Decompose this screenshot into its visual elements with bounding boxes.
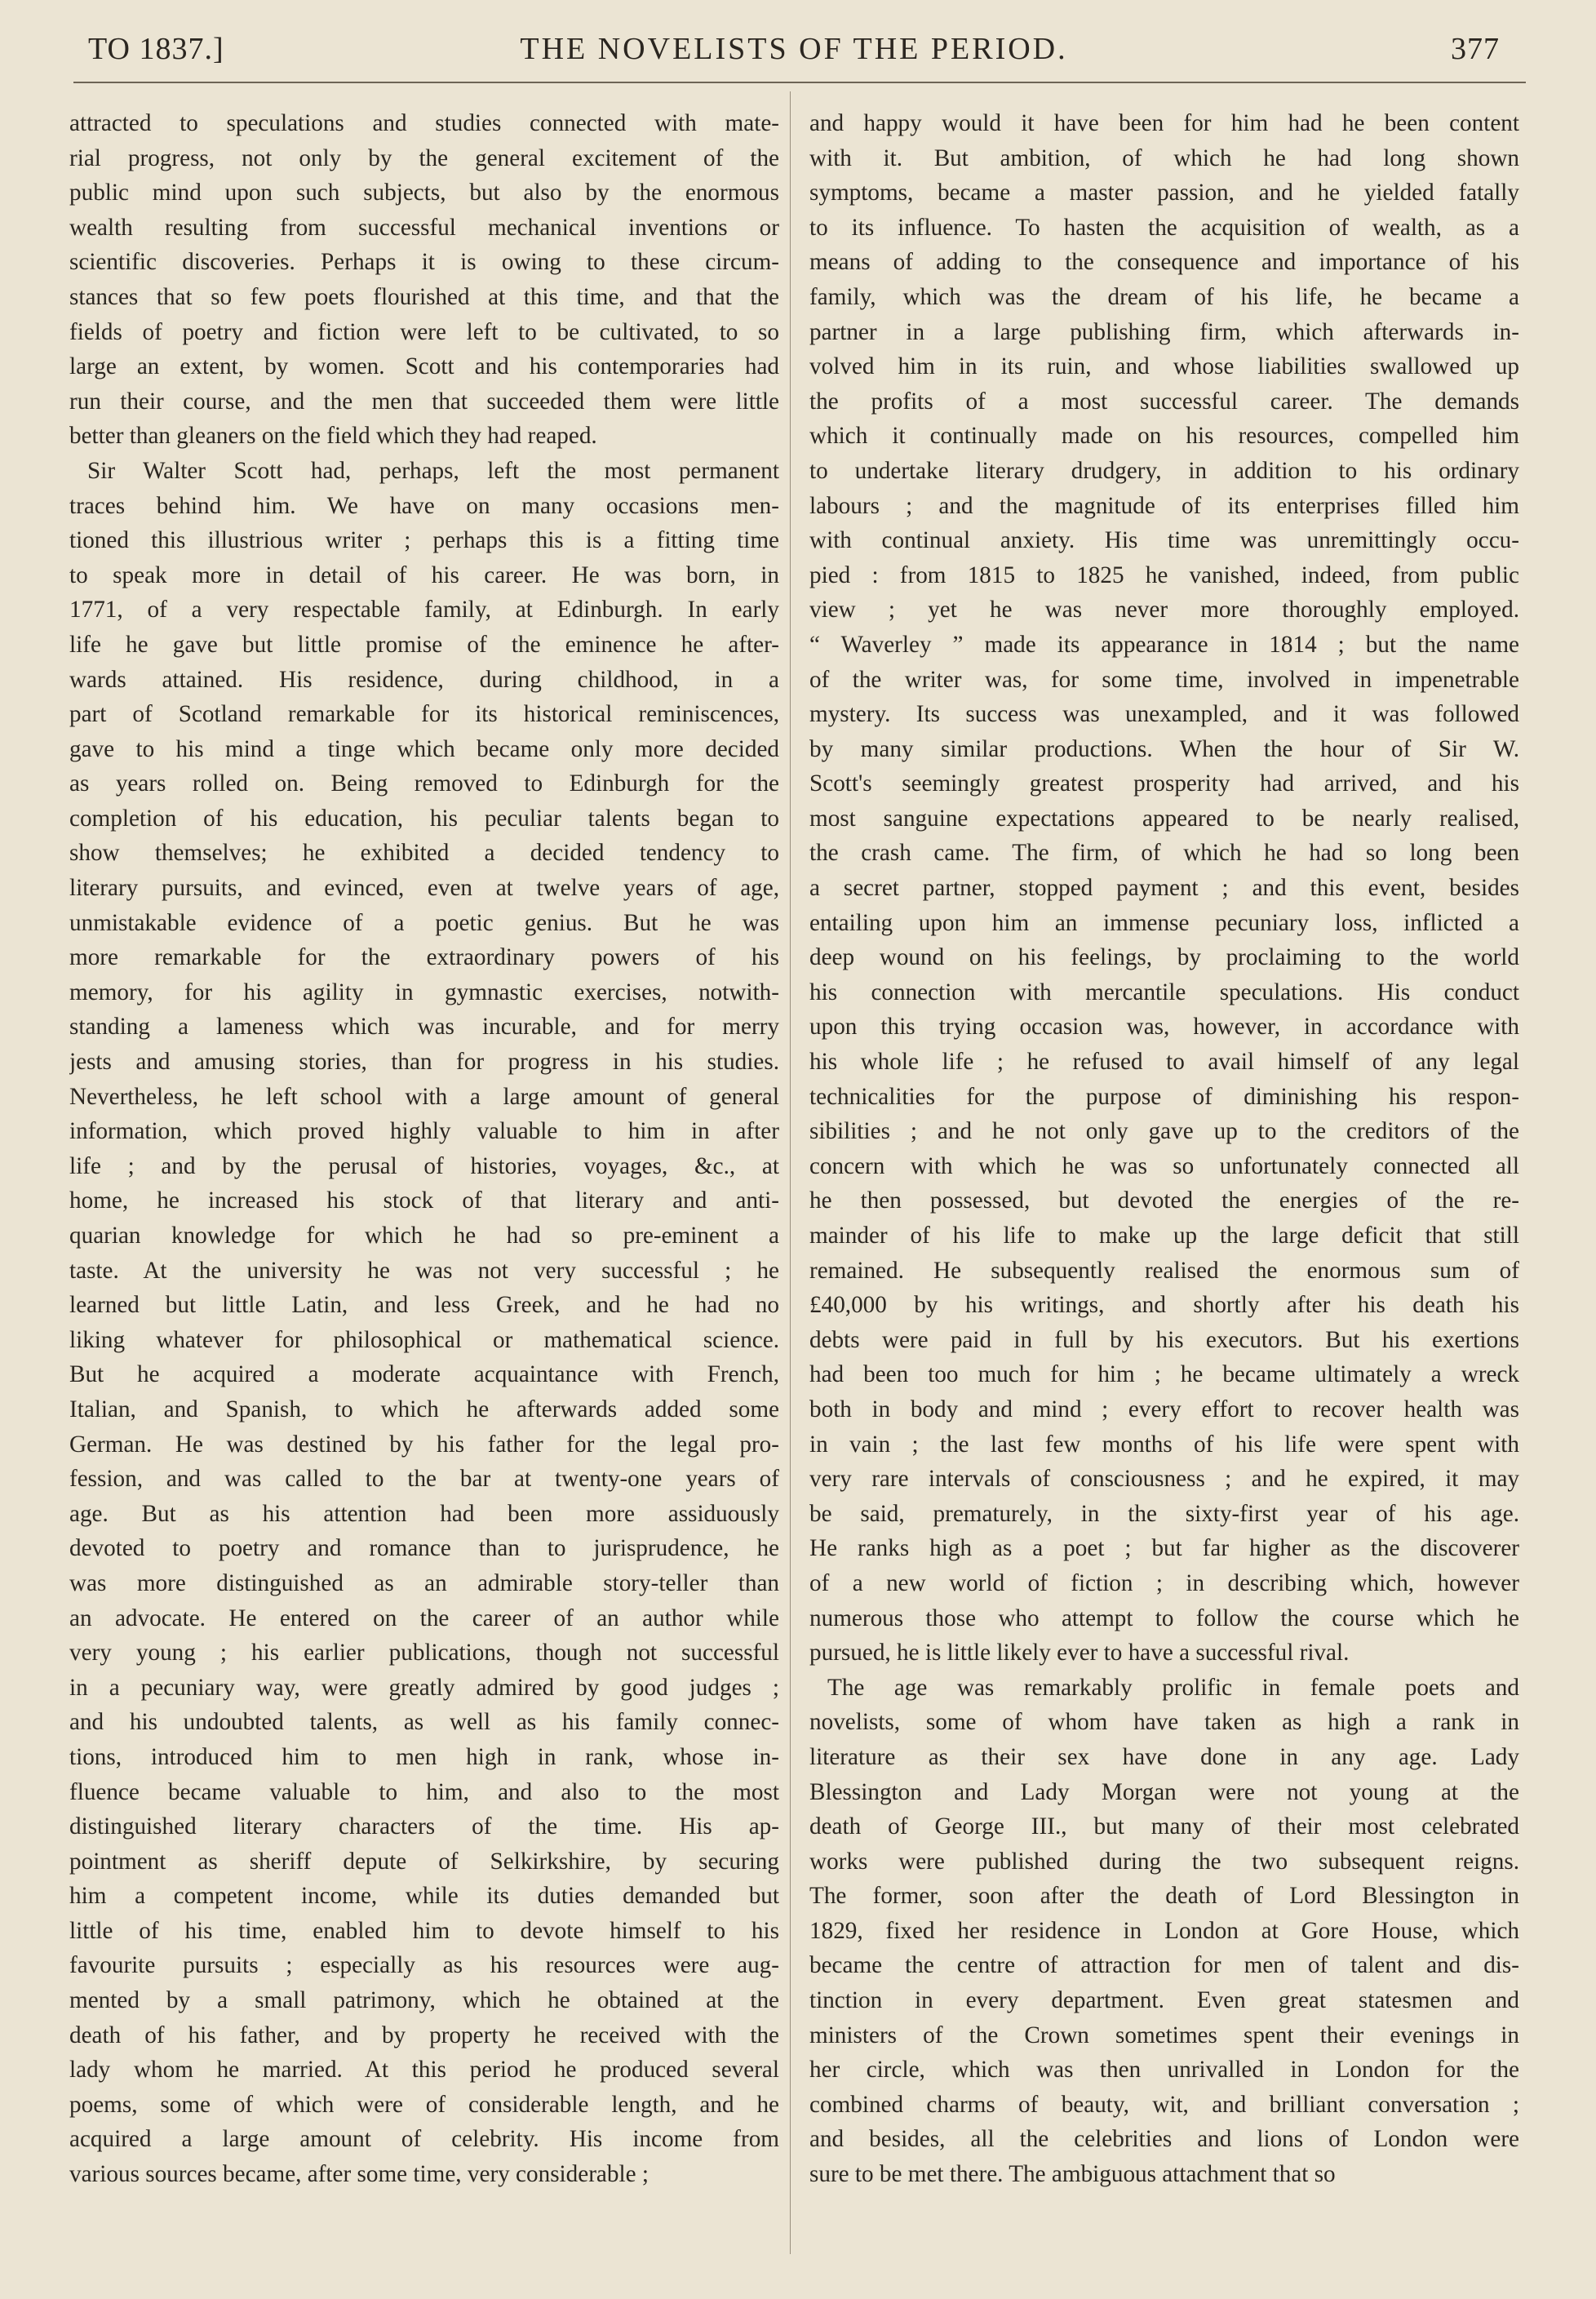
text-line: of a new world of fiction ; in describing which, however bbox=[809, 1569, 1519, 1596]
text-line: unmistakable evidence of a poetic genius. But he was bbox=[69, 909, 779, 936]
text-line: large an extent, by women. Scott and his contemporaries had bbox=[69, 353, 779, 380]
text-line: him a competent income, while its duties demanded but bbox=[69, 1883, 779, 1910]
text-line: which it continually made on his resources, compelled him bbox=[809, 423, 1519, 450]
text-line: with it. But ambition, of which he had long shown bbox=[809, 144, 1519, 171]
text-line: volved him in its ruin, and whose liabilities swallowed up bbox=[809, 353, 1519, 380]
text-line: as years rolled on. Being removed to Edinburgh for the bbox=[69, 770, 779, 797]
text-line: scientific discoveries. Perhaps it is owing to these circum- bbox=[69, 249, 779, 276]
text-line: completion of his education, his peculiar talents began to bbox=[69, 805, 779, 832]
text-line: her circle, which was then unrivalled in London for the bbox=[809, 2057, 1519, 2084]
text-line: his connection with mercantile speculations. His conduct bbox=[809, 979, 1519, 1005]
text-line: very rare intervals of consciousness ; and he expired, it may bbox=[809, 1466, 1519, 1493]
text-line: stances that so few poets flourished at this time, and that the bbox=[69, 283, 779, 310]
header-date-range: TO 1837.] bbox=[88, 32, 224, 66]
text-line: to its influence. To hasten the acquisition of wealth, as a bbox=[809, 214, 1519, 241]
text-line: in a pecuniary way, were greatly admired by good judges ; bbox=[69, 1674, 779, 1701]
text-line: literary pursuits, and evinced, even at twelve years of age, bbox=[69, 875, 779, 902]
text-line: run their course, and the men that succeeded them were little bbox=[69, 388, 779, 415]
text-line: literature as their sex have done in any age. Lady bbox=[809, 1743, 1519, 1770]
text-line: his whole life ; he refused to avail himself of any legal bbox=[809, 1049, 1519, 1076]
text-line: pointment as sheriff depute of Selkirkshire, by securing bbox=[69, 1848, 779, 1875]
text-line: traces behind him. We have on many occasions men- bbox=[69, 492, 779, 519]
text-line: entailing upon him an immense pecuniary loss, inflicted a bbox=[809, 909, 1519, 936]
text-line: by many similar productions. When the hour of Sir W. bbox=[809, 735, 1519, 762]
text-line: deep wound on his feelings, by proclaiming to the world bbox=[809, 944, 1519, 971]
text-line: part of Scotland remarkable for its historical reminiscences, bbox=[69, 701, 779, 728]
text-line: he then possessed, but devoted the energies of the re- bbox=[809, 1187, 1519, 1214]
text-line: learned but little Latin, and less Greek, and he had no bbox=[69, 1292, 779, 1319]
text-line: of the writer was, for some time, involved in impenetrable bbox=[809, 666, 1519, 693]
text-line: devoted to poetry and romance than to jurisprudence, he bbox=[69, 1535, 779, 1562]
text-line: mented by a small patrimony, which he obtained at the bbox=[69, 1987, 779, 2014]
header-rule bbox=[73, 82, 1526, 83]
text-line: wealth resulting from successful mechanical inventions or bbox=[69, 214, 779, 241]
text-line: a secret partner, stopped payment ; and this event, besides bbox=[809, 875, 1519, 902]
text-line: most sanguine expectations appeared to be nearly realised, bbox=[809, 805, 1519, 832]
text-line: an advocate. He entered on the career of an author while bbox=[69, 1604, 779, 1631]
text-line: favourite pursuits ; especially as his resources were aug- bbox=[69, 1952, 779, 1979]
text-line: life he gave but little promise of the eminence he after- bbox=[69, 631, 779, 658]
text-line: jests and amusing stories, than for progress in his studies. bbox=[69, 1049, 779, 1076]
text-line: age. But as his attention had been more assiduously bbox=[69, 1500, 779, 1527]
page-number: 377 bbox=[1451, 32, 1500, 66]
text-line: remained. He subsequently realised the enormous sum of bbox=[809, 1257, 1519, 1284]
text-line: show themselves; he exhibited a decided tendency to bbox=[69, 840, 779, 867]
text-line: public mind upon such subjects, but also by the enormous bbox=[69, 180, 779, 206]
text-line: pursued, he is little likely ever to have a successful rival. bbox=[809, 1640, 1350, 1667]
text-line: tioned this illustrious writer ; perhaps this is a fitting time bbox=[69, 527, 779, 554]
text-line: liking whatever for philosophical or mathematical science. bbox=[69, 1326, 779, 1353]
text-line: standing a lameness which was incurable, and for merry bbox=[69, 1014, 779, 1041]
text-line: Italian, and Spanish, to which he afterwards added some bbox=[69, 1396, 779, 1422]
text-line: in vain ; the last few months of his life were spent with bbox=[809, 1431, 1519, 1458]
text-line: Sir Walter Scott had, perhaps, left the most permanent bbox=[87, 457, 779, 484]
text-line: mainder of his life to make up the large deficit that still bbox=[809, 1223, 1519, 1249]
text-line: both in body and mind ; every effort to recover health was bbox=[809, 1396, 1519, 1422]
text-line: to undertake literary drudgery, in addition to his ordinary bbox=[809, 457, 1519, 484]
text-line: 1771, of a very respectable family, at Edinburgh. In early bbox=[69, 597, 779, 624]
text-line: better than gleaners on the field which they had reaped. bbox=[69, 423, 597, 450]
text-line: sibilities ; and he not only gave up to the creditors of the bbox=[809, 1118, 1519, 1145]
running-header bbox=[88, 31, 1500, 72]
text-line: had been too much for him ; he became ultimately a wreck bbox=[809, 1361, 1519, 1388]
text-line: life ; and by the perusal of histories, voyages, &c., at bbox=[69, 1152, 779, 1179]
text-line: gave to his mind a tinge which became only more decided bbox=[69, 735, 779, 762]
text-line: labours ; and the magnitude of its enterprises filled him bbox=[809, 492, 1519, 519]
text-line: The former, soon after the death of Lord Blessington in bbox=[809, 1883, 1519, 1910]
text-line: novelists, some of whom have taken as high a rank in bbox=[809, 1709, 1519, 1736]
text-line: lady whom he married. At this period he produced several bbox=[69, 2057, 779, 2084]
header-chapter-title: THE NOVELISTS OF THE PERIOD. bbox=[520, 32, 1068, 66]
text-line: fession, and was called to the bar at twenty-one years of bbox=[69, 1466, 779, 1493]
text-line: ministers of the Crown sometimes spent their evenings in bbox=[809, 2022, 1519, 2048]
text-line: fields of poetry and fiction were left to be cultivated, to so bbox=[69, 318, 779, 345]
text-line: But he acquired a moderate acquaintance with French, bbox=[69, 1361, 779, 1388]
text-line: death of George III., but many of their most celebrated bbox=[809, 1813, 1519, 1840]
text-line: The age was remarkably prolific in female poets and bbox=[827, 1674, 1519, 1701]
text-line: pied : from 1815 to 1825 he vanished, indeed, from public bbox=[809, 561, 1519, 588]
text-line: sure to be met there. The ambiguous attachment that so bbox=[809, 2161, 1336, 2188]
text-line: and besides, all the celebrities and lions of London were bbox=[809, 2126, 1519, 2153]
text-line: numerous those who attempt to follow the course which he bbox=[809, 1604, 1519, 1631]
text-line: to speak more in detail of his career. He was born, in bbox=[69, 561, 779, 588]
left-column bbox=[69, 106, 779, 2192]
text-line: tions, introduced him to men high in rank, whose in- bbox=[69, 1743, 779, 1770]
text-line: quarian knowledge for which he had so pre-eminent a bbox=[69, 1223, 779, 1249]
text-line: distinguished literary characters of the time. His ap- bbox=[69, 1813, 779, 1840]
text-line: mystery. Its success was unexampled, and it was followed bbox=[809, 701, 1519, 728]
text-line: works were published during the two subsequent reigns. bbox=[809, 1848, 1519, 1875]
text-line: debts were paid in full by his executors. But his exertions bbox=[809, 1326, 1519, 1353]
text-line: became the centre of attraction for men of talent and dis- bbox=[809, 1952, 1519, 1979]
right-column bbox=[809, 106, 1519, 2192]
text-line: He ranks high as a poet ; but far higher as the discoverer bbox=[809, 1535, 1519, 1562]
text-line: information, which proved highly valuable to him in after bbox=[69, 1118, 779, 1145]
text-line: concern with which he was so unfortunately connected all bbox=[809, 1152, 1519, 1179]
text-line: be said, prematurely, in the sixty-first year of his age. bbox=[809, 1500, 1519, 1527]
text-line: death of his father, and by property he received with the bbox=[69, 2022, 779, 2048]
text-line: means of adding to the consequence and importance of his bbox=[809, 249, 1519, 276]
text-line: more remarkable for the extraordinary powers of his bbox=[69, 944, 779, 971]
text-line: home, he increased his stock of that literary and anti- bbox=[69, 1187, 779, 1214]
text-line: fluence became valuable to him, and also to the most bbox=[69, 1778, 779, 1805]
text-line: German. He was destined by his father for the legal pro- bbox=[69, 1431, 779, 1458]
text-line: various sources became, after some time, very considerable ; bbox=[69, 2161, 649, 2188]
text-line: upon this trying occasion was, however, in accordance with bbox=[809, 1014, 1519, 1041]
text-line: was more distinguished as an admirable story-teller than bbox=[69, 1569, 779, 1596]
text-line: symptoms, became a master passion, and he yielded fatally bbox=[809, 180, 1519, 206]
text-line: poems, some of which were of considerable length, and he bbox=[69, 2091, 779, 2118]
text-line: view ; yet he was never more thoroughly employed. bbox=[809, 597, 1519, 624]
text-line: family, which was the dream of his life, he became a bbox=[809, 283, 1519, 310]
text-line: “ Waverley ” made its appearance in 1814 ; but the name bbox=[809, 631, 1519, 658]
text-line: Blessington and Lady Morgan were not young at the bbox=[809, 1778, 1519, 1805]
text-line: £40,000 by his writings, and shortly after his death his bbox=[809, 1292, 1519, 1319]
text-line: Scott's seemingly greatest prosperity had arrived, and his bbox=[809, 770, 1519, 797]
text-line: tinction in every department. Even great statesmen and bbox=[809, 1987, 1519, 2014]
text-line: very young ; his earlier publications, though not successful bbox=[69, 1640, 779, 1667]
text-line: combined charms of beauty, wit, and brilliant conversation ; bbox=[809, 2091, 1519, 2118]
text-line: and his undoubted talents, as well as his family connec- bbox=[69, 1709, 779, 1736]
column-divider bbox=[790, 91, 791, 2254]
text-line: and happy would it have been for him had he been content bbox=[809, 110, 1519, 136]
text-line: attracted to speculations and studies connected with mate- bbox=[69, 110, 779, 136]
text-line: the crash came. The firm, of which he had so long been bbox=[809, 840, 1519, 867]
text-line: memory, for his agility in gymnastic exercises, notwith- bbox=[69, 979, 779, 1005]
text-line: Nevertheless, he left school with a large amount of general bbox=[69, 1083, 779, 1110]
text-line: rial progress, not only by the general excitement of the bbox=[69, 144, 779, 171]
text-line: wards attained. His residence, during childhood, in a bbox=[69, 666, 779, 693]
text-line: the profits of a most successful career. The demands bbox=[809, 388, 1519, 415]
text-line: 1829, fixed her residence in London at Gore House, which bbox=[809, 1917, 1519, 1944]
text-line: little of his time, enabled him to devote himself to his bbox=[69, 1917, 779, 1944]
text-line: acquired a large amount of celebrity. His income from bbox=[69, 2126, 779, 2153]
text-line: partner in a large publishing firm, which afterwards in- bbox=[809, 318, 1519, 345]
text-line: taste. At the university he was not very successful ; he bbox=[69, 1257, 779, 1284]
text-line: with continual anxiety. His time was unremittingly occu- bbox=[809, 527, 1519, 554]
text-line: technicalities for the purpose of diminishing his respon- bbox=[809, 1083, 1519, 1110]
